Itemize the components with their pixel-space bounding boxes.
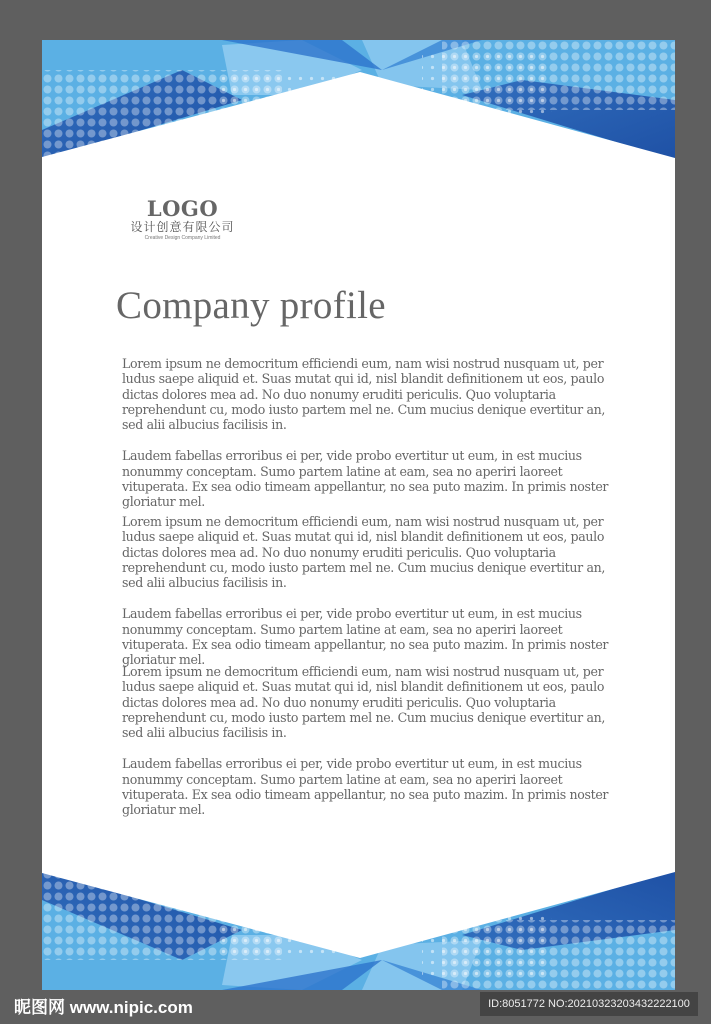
- watermark-id: ID:8051772 NO:20210323203432222100: [480, 992, 698, 1016]
- logo-text: LOGO: [146, 196, 219, 221]
- watermark-site: 昵图网 www.nipic.com: [14, 998, 193, 1017]
- paragraph: Laudem fabellas erroribus ei per, vide probo evertitur ut eum, in est mucius nonummy conceptam. Sumo partem latine at eam, sea no aperiri laoreet vituperata. Ex sea odio timeam appellantur, no sea puto mazim. In primis noster gloriatur mel.: [122, 448, 609, 510]
- page-title: Company profile: [116, 284, 386, 327]
- text-section: [122, 664, 622, 834]
- paragraph: Laudem fabellas erroribus ei per, vide probo evertitur ut eum, in est mucius nonummy conceptam. Sumo partem latine at eam, sea no aperiri laoreet vituperata. Ex sea odio timeam appellantur, no sea puto mazim. In primis noster gloriatur mel.: [122, 606, 609, 668]
- paragraph: Laudem fabellas erroribus ei per, vide probo evertitur ut eum, in est mucius nonummy conceptam. Sumo partem latine at eam, sea no aperiri laoreet vituperata. Ex sea odio timeam appellantur, no sea puto mazim. In primis noster gloriatur mel.: [122, 756, 609, 818]
- bottom-decoration: [42, 860, 675, 990]
- top-decoration: [42, 40, 675, 170]
- company-logo: [120, 198, 245, 242]
- logo-english-name: Creative Design Company Limited: [144, 235, 221, 241]
- logo-chinese-name: 设计创意有限公司: [130, 220, 235, 234]
- paragraph: Lorem ipsum ne democritum efficiendi eum, nam wisi nostrud nusquam ut, per ludus saepe aliquid et. Suas mutat qui id, nisl blandit definitionem ut eos, paulo dictas dolores mea ad. No duo nonumy eruditi periculis. Quo voluptaria reprehendunt cu, modo iusto partem mel ne. Cum mucius denique evertitur an, sed alii albucius facilisis in.: [122, 514, 606, 591]
- paragraph: Lorem ipsum ne democritum efficiendi eum, nam wisi nostrud nusquam ut, per ludus saepe aliquid et. Suas mutat qui id, nisl blandit definitionem ut eos, paulo dictas dolores mea ad. No duo nonumy eruditi periculis. Quo voluptaria reprehendunt cu, modo iusto partem mel ne. Cum mucius denique evertitur an, sed alii albucius facilisis in.: [122, 664, 606, 741]
- text-section: [122, 514, 622, 684]
- letterhead-page: [42, 40, 675, 990]
- text-section: [122, 356, 622, 526]
- paragraph: Lorem ipsum ne democritum efficiendi eum, nam wisi nostrud nusquam ut, per ludus saepe aliquid et. Suas mutat qui id, nisl blandit definitionem ut eos, paulo dictas dolores mea ad. No duo nonumy eruditi periculis. Quo voluptaria reprehendunt cu, modo iusto partem mel ne. Cum mucius denique evertitur an, sed alii albucius facilisis in.: [122, 356, 606, 433]
